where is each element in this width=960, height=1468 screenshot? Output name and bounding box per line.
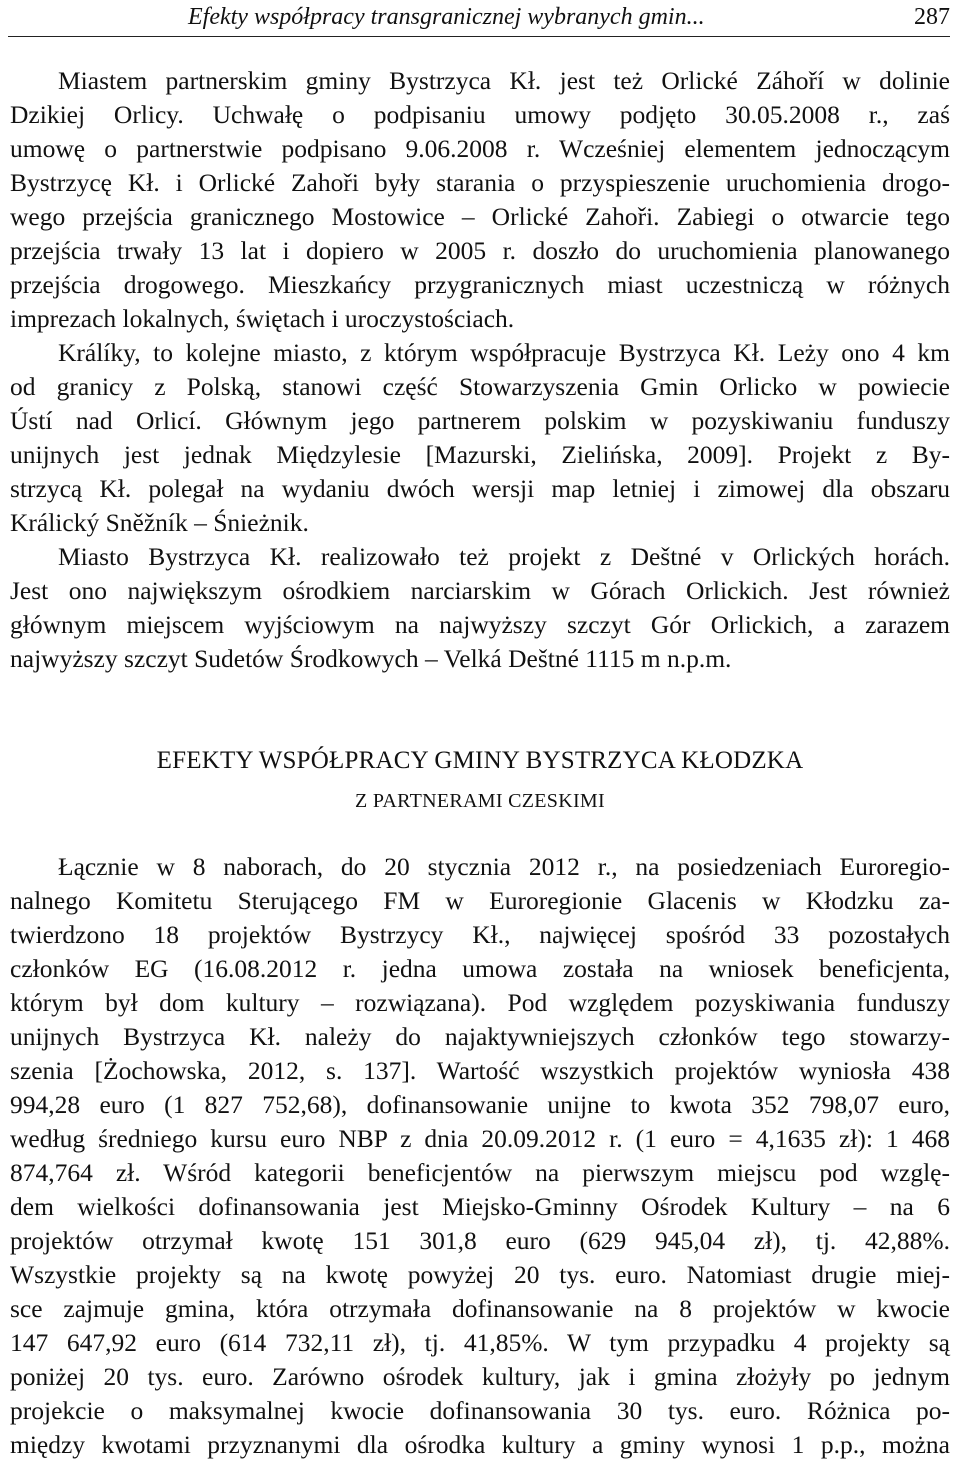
text-line: wego przejścia granicznego Mostowice – Orlické Zahoři. Zabiegi o otwarcie tego [10,202,950,231]
text-line: unijnych jest jednak Międzylesie [Mazurski, Zielińska, 2009]. Projekt z By- [10,440,950,469]
text-line: Wszystkie projekty są na kwotę powyżej 20 tys. euro. Natomiast drugie miej- [10,1260,950,1289]
text-line: dem wielkości dofinansowania jest Miejsko-Gminny Ośrodek Kultury – na 6 [10,1192,950,1221]
text-line: twierdzono 18 projektów Bystrzycy Kł., najwięcej spośród 33 pozostałych [10,920,950,949]
text-line: 874,764 zł. Wśród kategorii beneficjentów na pierwszym miejscu pod wzglę- [10,1158,950,1187]
page-number: 287 [914,4,950,30]
text-line: Jest ono największym ośrodkiem narciarskim w Górach Orlickich. Jest również [10,576,950,605]
text-line: przejścia trwały 13 lat i dopiero w 2005 r. doszło do uruchomienia planowanego [10,236,950,265]
text-line: Bystrzycę Kł. i Orlické Zahoři były starania o przyspieszenie uruchomienia drogo- [10,168,950,197]
text-line: Dzikiej Orlicy. Uchwałę o podpisaniu umowy podjęto 30.05.2008 r., zaś [10,100,950,129]
text-line: przejścia drogowego. Mieszkańcy przygranicznych miast uczestniczą w różnych [10,270,950,299]
text-line: Králický Sněžník – Śnieżnik. [10,508,309,537]
text-line: unijnych Bystrzyca Kł. należy do najaktywniejszych członków tego stowarzy- [10,1022,950,1051]
text-line: Miastem partnerskim gminy Bystrzyca Kł. jest też Orlické Záhoří w dolinie [58,66,950,95]
text-line: Králíky, to kolejne miasto, z którym współpracuje Bystrzyca Kł. Leży ono 4 km [58,338,950,367]
text-line: strzycą Kł. polegał na wydaniu dwóch wersji map letniej i zimowej dla obszaru [10,474,950,503]
running-header [8,0,950,37]
section-subheading: Z PARTNERAMI CZESKIMI [355,790,605,812]
text-line: najwyższy szczyt Sudetów Środkowych – Velká Deštné 1115 m n.p.m. [10,644,732,673]
text-line: od granicy z Polską, stanowi część Stowarzyszenia Gmin Orlicko w powiecie [10,372,950,401]
text-line: 147 647,92 euro (614 732,11 zł), tj. 41,85%. W tym przypadku 4 projekty są [10,1328,950,1357]
text-line: szenia [Żochowska, 2012, s. 137]. Wartość wszystkich projektów wyniosła 438 [10,1056,950,1085]
text-line: projekcie o maksymalnej kwocie dofinansowania 30 tys. euro. Różnica po- [10,1396,950,1425]
text-line: nalnego Komitetu Sterującego FM w Euroregionie Glacenis w Kłodzku za- [10,886,950,915]
text-line: między kwotami przyznanymi dla ośrodka kultury a gminy wynosi 1 p.p., można [10,1430,950,1459]
text-line: 994,28 euro (1 827 752,68), dofinansowanie unijne to kwota 352 798,07 euro, [10,1090,950,1119]
text-line: umowę o partnerstwie podpisano 9.06.2008 r. Wcześniej elementem jednoczącym [10,134,950,163]
text-line: imprezach lokalnych, świętach i uroczystościach. [10,304,515,333]
text-line: Łącznie w 8 naborach, do 20 stycznia 2012 r., na posiedzeniach Euroregio- [58,852,950,881]
text-line: Ústí nad Orlicí. Głównym jego partnerem polskim w pozyskiwaniu funduszy [10,406,950,435]
running-title: Efekty współpracy transgranicznej wybranych gmin... [188,4,705,30]
text-line: projektów otrzymał kwotę 151 301,8 euro (629 945,04 zł), tj. 42,88%. [10,1226,950,1255]
text-line: Miasto Bystrzyca Kł. realizowało też projekt z Deštné v Orlických horách. [58,542,950,571]
text-line: według średniego kursu euro NBP z dnia 20.09.2012 r. (1 euro = 4,1635 zł): 1 468 [10,1124,950,1153]
text-line: głównym miejscem wyjściowym na najwyższy szczyt Gór Orlickich, a zarazem [10,610,950,639]
text-line: poniżej 20 tys. euro. Zarówno ośrodek kultury, jak i gmina złożyły po jednym [10,1362,950,1391]
text-line: sce zajmuje gmina, która otrzymała dofinansowanie na 8 projektów w kwocie [10,1294,950,1323]
text-line: członków EG (16.08.2012 r. jedna umowa została na wniosek beneficjenta, [10,954,950,983]
text-line: którym był dom kultury – rozwiązana). Pod względem pozyskiwania funduszy [10,988,950,1017]
section-heading: EFEKTY WSPÓŁPRACY GMINY BYSTRZYCA KŁODZKA [156,747,804,774]
